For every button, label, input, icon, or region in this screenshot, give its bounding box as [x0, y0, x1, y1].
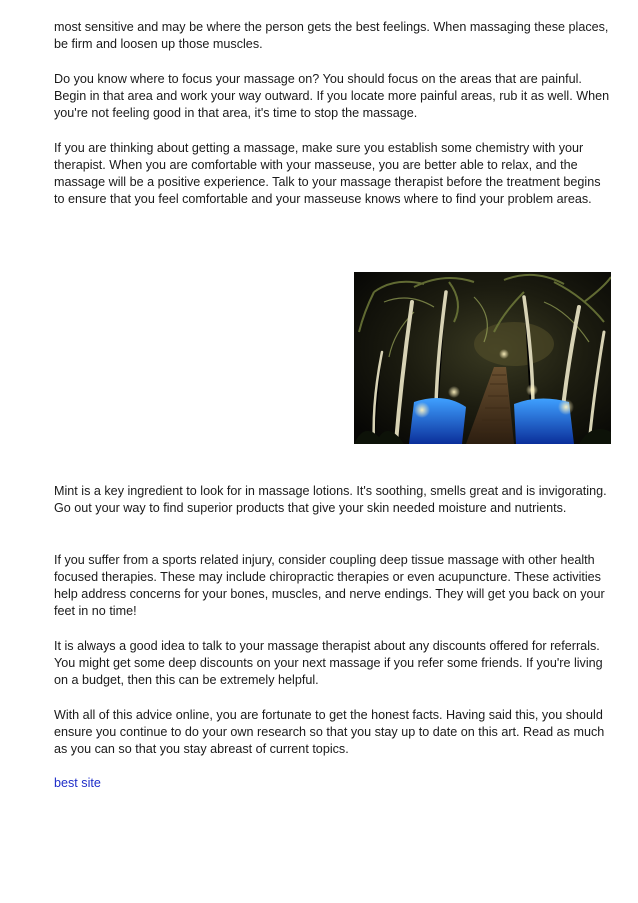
- paragraph-referral-discounts: It is always a good idea to talk to your massage therapist about any discounts offered for referrals. You might get some deep discounts on your next massage if you refer some friends. If you're living on a budget, then this can be extremely helpful.: [54, 639, 603, 687]
- paragraph-sports-injury: If you suffer from a sports related injury, consider coupling deep tissue massage with other health focused therapies. These may include chiropractic therapies or even acupuncture. These activities help address concerns for your bones, muscles, and nerve endings. They will get you back on your feet in no time!: [54, 553, 605, 618]
- garden-path-photo: [354, 272, 611, 444]
- paragraph-sensitive-areas: most sensitive and may be where the person gets the best feelings. When massaging these places, be firm and loosen up those muscles.: [54, 20, 609, 51]
- paragraph-therapist-chemistry: If you are thinking about getting a massage, make sure you establish some chemistry with your therapist. When you are comfortable with your masseuse, you are better able to relax, and the massage will be a positive experience. Talk to your massage therapist before the treatment begins to ensure that you feel comfortable and your masseuse knows where to find your problem areas.: [54, 141, 601, 206]
- paragraph-advice-online: With all of this advice online, you are fortunate to get the honest facts. Having said this, you should ensure you continue to do your own research so that you stay up to date on this art. Read as much as you can so that you stay abreast of current topics.: [54, 708, 605, 756]
- paragraph-focus-massage: Do you know where to focus your massage on? You should focus on the areas that are painful. Begin in that area and work your way outward. If you locate more painful areas, rub it as well. When you're not feeling good in that area, it's time to stop the massage.: [54, 72, 610, 120]
- paragraph-mint-lotions: Mint is a key ingredient to look for in massage lotions. It's soothing, smells great and is invigorating. Go out your way to find superior products that give your skin needed moisture and nutrients.: [54, 484, 607, 515]
- best-site-link[interactable]: best site: [54, 776, 101, 790]
